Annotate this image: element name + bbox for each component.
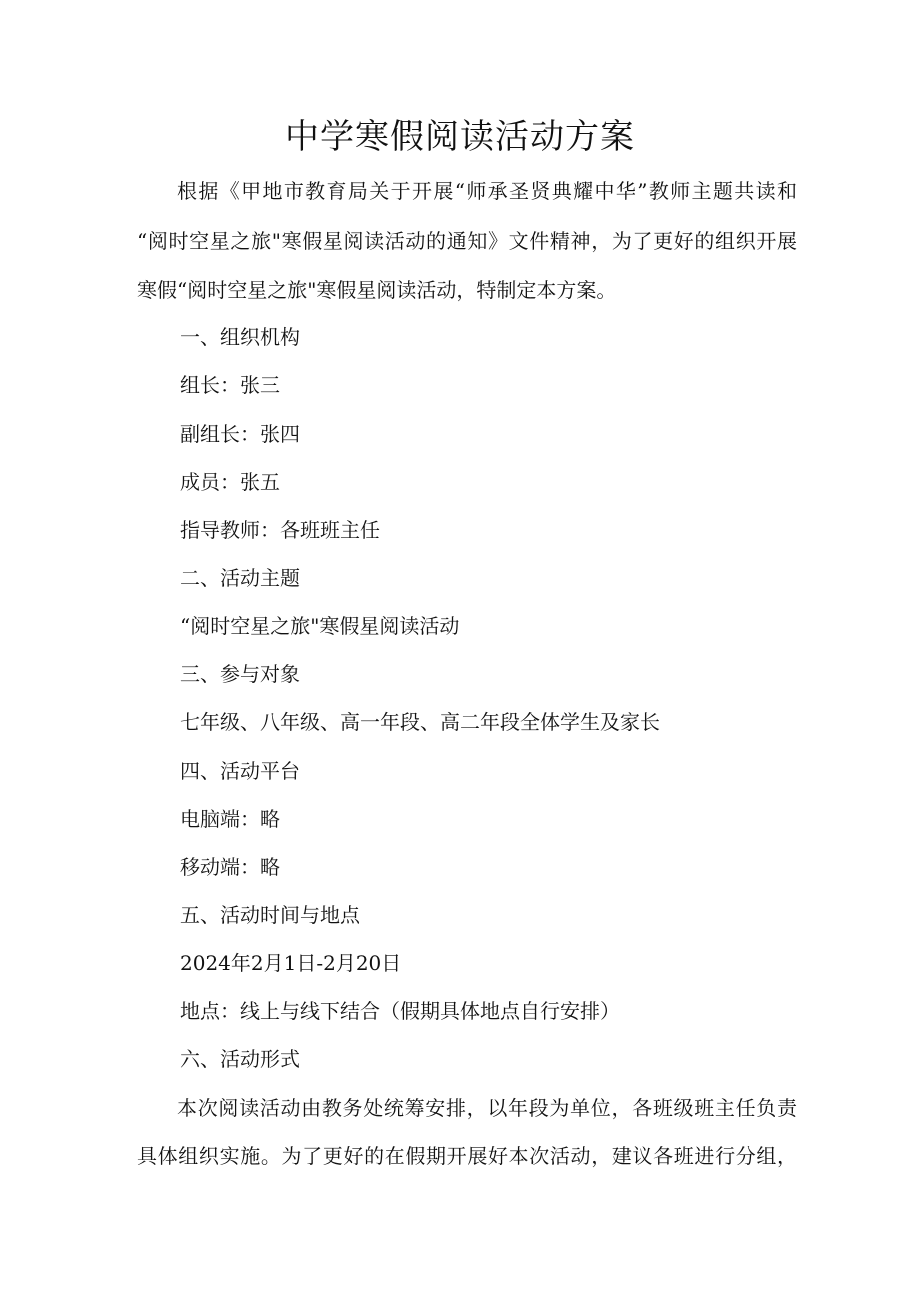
section-1-heading: 一、组织机构 [180, 325, 300, 349]
section-6-body-line-2: 具体组织实施。为了更好的在假期开展好本次活动，建议各班进行分组， [137, 1144, 797, 1168]
time-line: 2024年2月1日-2月20日 [180, 951, 402, 975]
deputy-leader-line: 副组长：张四 [180, 422, 300, 446]
section-3-heading: 三、参与对象 [180, 662, 300, 686]
intro-line-3: 寒假“阅时空星之旅"寒假星阅读活动，特制定本方案。 [137, 278, 617, 302]
document-title: 中学寒假阅读活动方案 [285, 117, 635, 157]
members-line: 成员：张五 [180, 470, 280, 494]
pc-platform-line: 电脑端：略 [180, 807, 280, 831]
section-6-heading: 六、活动形式 [180, 1047, 300, 1071]
mobile-platform-line: 移动端：略 [180, 855, 280, 879]
advisors-line: 指导教师：各班班主任 [180, 518, 380, 542]
theme-line: “阅时空星之旅"寒假星阅读活动 [180, 614, 460, 638]
leader-line: 组长：张三 [180, 373, 280, 397]
place-line: 地点：线上与线下结合（假期具体地点自行安排） [180, 999, 620, 1023]
section-5-heading: 五、活动时间与地点 [180, 903, 360, 927]
section-2-heading: 二、活动主题 [180, 566, 300, 590]
section-4-heading: 四、活动平台 [180, 759, 300, 783]
participants-line: 七年级、八年级、高一年段、高二年段全体学生及家长 [180, 710, 660, 734]
intro-line-1: 根据《甲地市教育局关于开展“师承圣贤典耀中华”教师主题共读和 [177, 179, 797, 203]
section-6-body-line-1: 本次阅读活动由教务处统筹安排，以年段为单位，各班级班主任负责 [177, 1096, 797, 1120]
intro-line-2: “阅时空星之旅"寒假星阅读活动的通知》文件精神，为了更好的组织开展 [137, 229, 797, 253]
